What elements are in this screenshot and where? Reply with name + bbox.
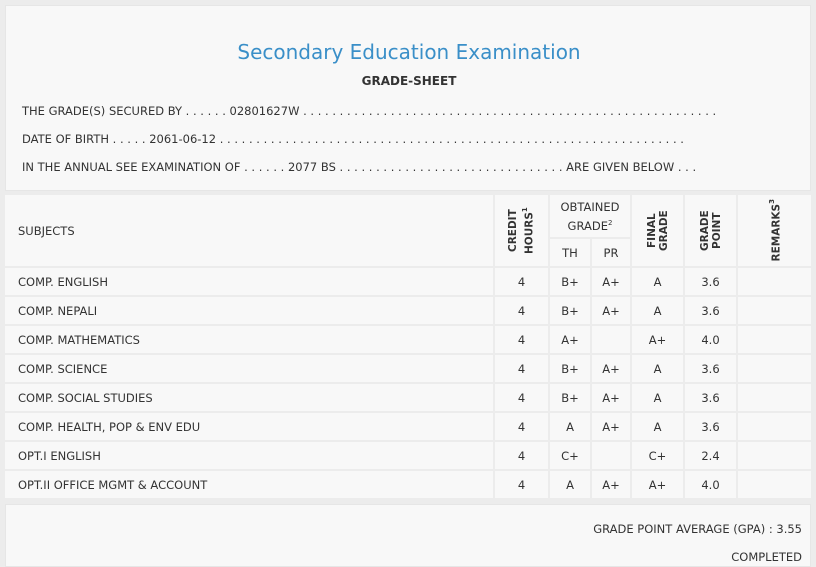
cell-grade-point-value: 2.4 [701,448,720,463]
cell-final-grade-value: A [653,274,662,289]
cell-pr-grade-value: A+ [602,361,620,376]
cell-grade-point-value: 4.0 [701,332,720,347]
cell-final-grade [632,442,683,469]
cell-grade-point [685,413,736,440]
cell-final-grade-value: A [653,361,662,376]
cell-remarks [738,268,811,295]
cell-pr-grade [592,413,630,440]
header-obtained-grade [550,195,630,237]
cell-final-grade-value: A [653,390,662,405]
cell-final-grade-value: A+ [648,332,667,347]
header-th [550,239,590,266]
cell-pr-grade [592,442,630,469]
cell-remarks [738,384,811,411]
cell-grade-point [685,384,736,411]
secured-by-line: THE GRADE(S) SECURED BY . . . . . . 02801627W . . . . . . . . . . . . . . . . . . . . . . . . . . . . . . . . . . . . . . . . . . . . . . . . . . . . . . . . . [22,104,717,118]
header-final-grade [632,195,683,266]
cell-credit-hours [495,413,548,440]
cell-th-grade-value: B+ [561,274,579,289]
cell-credit-hours [495,384,548,411]
cell-subject-value: OPT.I ENGLISH [18,448,101,463]
header-subjects [5,195,493,266]
cell-credit-hours-value: 4 [517,303,526,318]
header-pr [592,239,630,266]
cell-credit-hours [495,268,548,295]
cell-th-grade [550,326,590,353]
examination-line: IN THE ANNUAL SEE EXAMINATION OF . . . . . . 2077 BS . . . . . . . . . . . . . . . . . . . . . . . . . . . . . . . ARE GIVEN BELOW . . . [22,160,697,174]
cell-remarks [738,471,811,498]
cell-grade-point-value: 3.6 [701,361,720,376]
cell-final-grade-value: A+ [648,477,667,492]
cell-pr-grade-value: A+ [602,390,620,405]
cell-final-grade [632,413,683,440]
cell-subject [5,442,493,469]
cell-final-grade-value: A [653,303,662,318]
cell-subject-value: OPT.II OFFICE MGMT & ACCOUNT [18,477,208,492]
cell-subject [5,471,493,498]
cell-grade-point [685,471,736,498]
header-credit-hours-label: CREDIT HOURS [507,209,536,254]
cell-final-grade [632,384,683,411]
cell-grade-point [685,355,736,382]
cell-grade-point [685,297,736,324]
cell-th-grade-value: A [566,477,574,492]
cell-th-grade-value: B+ [561,303,579,318]
cell-credit-hours-value: 4 [517,361,526,376]
cell-th-grade [550,384,590,411]
cell-grade-point [685,442,736,469]
cell-subject-value: COMP. SOCIAL STUDIES [18,390,153,405]
header-obtained-grade-text [560,199,620,234]
cell-pr-grade [592,471,630,498]
cell-th-grade [550,268,590,295]
cell-pr-grade [592,297,630,324]
cell-final-grade [632,471,683,498]
obtained-grade-footnote: 2 [607,218,613,227]
cell-remarks [738,297,811,324]
cell-pr-grade-value: A+ [602,303,620,318]
cell-subject [5,384,493,411]
exam-title: Secondary Education Examination [237,40,581,64]
header-remarks-text [766,199,783,262]
header-th-label: TH [562,245,578,260]
header-credit-hours-text [507,195,536,266]
cell-remarks [738,413,811,440]
cell-final-grade [632,326,683,353]
cell-pr-grade [592,384,630,411]
cell-credit-hours [495,471,548,498]
cell-pr-grade [592,326,630,353]
cell-subject [5,413,493,440]
header-subjects-label: SUBJECTS [18,223,75,238]
cell-final-grade [632,297,683,324]
header-grade-point [685,195,736,266]
cell-subject [5,326,493,353]
cell-credit-hours-value: 4 [517,274,526,289]
cell-th-grade [550,355,590,382]
cell-pr-grade [592,355,630,382]
cell-pr-grade-value: A+ [602,477,620,492]
header-pr-label: PR [603,245,619,260]
cell-subject-value: COMP. ENGLISH [18,274,108,289]
result-status: COMPLETED [731,550,802,564]
cell-credit-hours [495,297,548,324]
cell-grade-point [685,326,736,353]
header-remarks [738,195,811,266]
cell-remarks [738,355,811,382]
cell-remarks [738,326,811,353]
header-remarks-label: REMARKS [770,204,783,262]
cell-pr-grade-value: A+ [602,274,620,289]
cell-credit-hours-value: 4 [517,477,526,492]
cell-grade-point-value: 3.6 [701,303,720,318]
cell-th-grade-value: A [566,419,574,434]
summary-panel [5,504,811,567]
header-panel [5,5,811,191]
cell-grade-point-value: 3.6 [701,274,720,289]
cell-subject-value: COMP. NEPALI [18,303,98,318]
cell-credit-hours [495,442,548,469]
cell-th-grade-value: C+ [561,448,579,463]
cell-grade-point-value: 3.6 [701,390,720,405]
cell-subject-value: COMP. HEALTH, POP & ENV EDU [18,419,201,434]
cell-subject-value: COMP. SCIENCE [18,361,108,376]
cell-credit-hours-value: 4 [517,419,526,434]
cell-final-grade [632,268,683,295]
gpa-summary: GRADE POINT AVERAGE (GPA) : 3.55 [593,522,802,536]
header-credit-hours [495,195,548,266]
cell-grade-point-value: 3.6 [701,419,720,434]
cell-subject [5,297,493,324]
cell-credit-hours-value: 4 [517,448,526,463]
cell-pr-grade-value: A+ [602,419,620,434]
cell-credit-hours-value: 4 [517,390,526,405]
grade-sheet-heading: GRADE-SHEET [361,74,457,88]
header-grade-point-label: GRADE POINT [698,210,723,251]
cell-credit-hours [495,355,548,382]
credit-hours-footnote: 1 [521,207,530,212]
cell-th-grade-value: A+ [561,332,579,347]
header-final-grade-label: FINAL GRADE [645,210,670,251]
header-obtained-grade-label: OBTAINED GRADE [560,199,620,233]
remarks-footnote: 3 [768,199,777,205]
cell-th-grade [550,442,590,469]
cell-th-grade [550,413,590,440]
date-of-birth-line: DATE OF BIRTH . . . . . 2061-06-12 . . . . . . . . . . . . . . . . . . . . . . . . . . . . . . . . . . . . . . . . . . . . . . . . . . . . . . . . . . . . . . . . [22,132,684,146]
cell-subject-value: COMP. MATHEMATICS [18,332,140,347]
cell-grade-point [685,268,736,295]
cell-remarks [738,442,811,469]
cell-th-grade-value: B+ [561,390,579,405]
cell-credit-hours-value: 4 [517,332,526,347]
cell-final-grade [632,355,683,382]
cell-pr-grade [592,268,630,295]
cell-subject [5,355,493,382]
cell-subject [5,268,493,295]
cell-th-grade [550,471,590,498]
cell-final-grade-value: C+ [648,448,667,463]
cell-th-grade-value: B+ [561,361,579,376]
cell-credit-hours [495,326,548,353]
cell-th-grade [550,297,590,324]
cell-grade-point-value: 4.0 [701,477,720,492]
cell-final-grade-value: A [653,419,662,434]
